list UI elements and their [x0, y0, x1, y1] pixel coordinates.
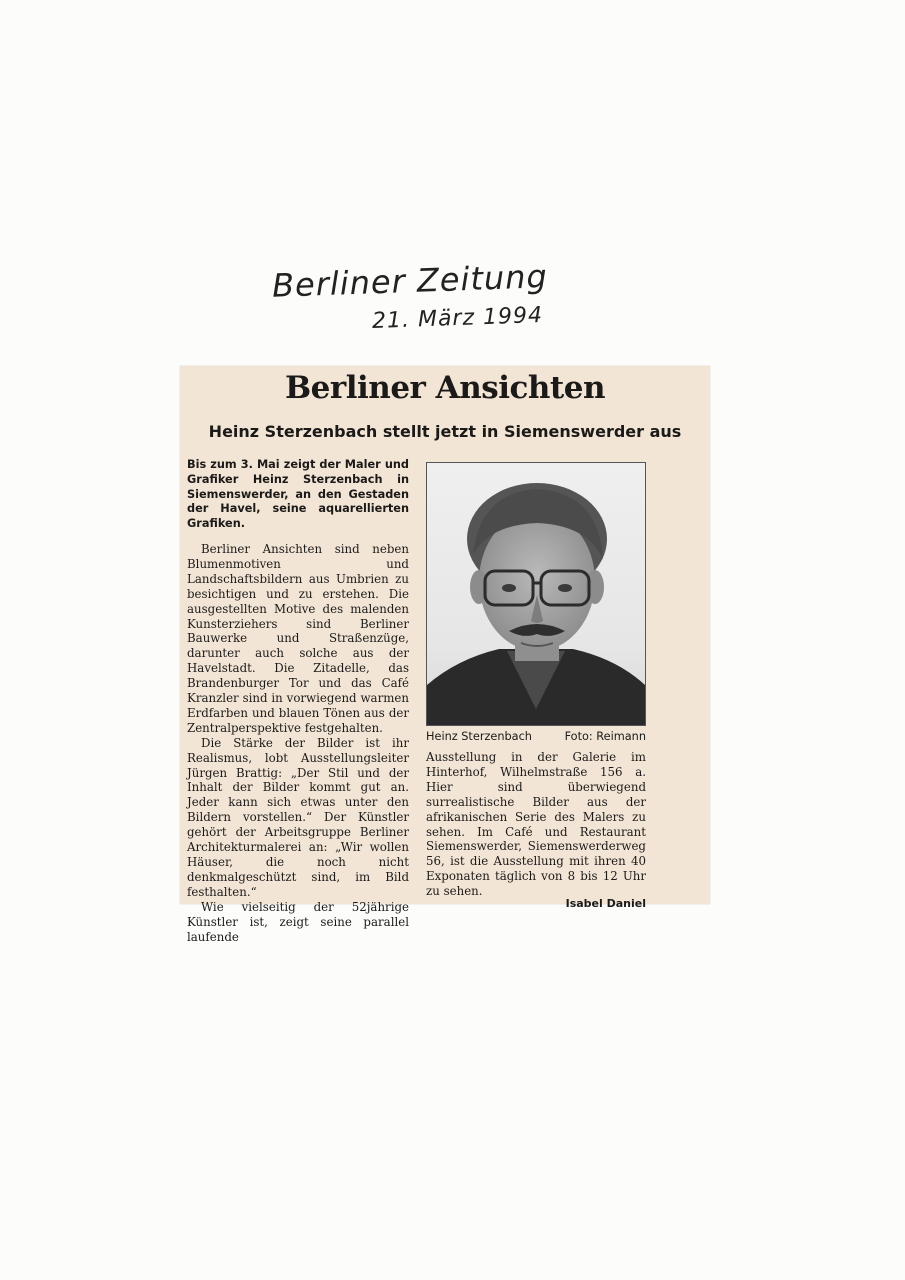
- portrait-photo-icon: [427, 463, 645, 725]
- article-left-column: [187, 458, 409, 944]
- article-paragraph: Die Stärke der Bilder ist ihr Realismus, lobt Ausstellungsleiter Jürgen Brattig: „Der Stil und der Inhalt der Bilder kommt gut an. Jeder kann sich etwas unter den Bildern vorstellen.“ Der Künstler gehört der Arbeitsgruppe Berliner Architekturmalerei an: „Wir wollen Häuser, die noch nicht denkmalgeschützt sind, im Bild festhalten.“: [187, 735, 409, 899]
- article-subheadline: Heinz Sterzenbach stellt jetzt in Siemenswerder aus: [208, 422, 682, 441]
- handwritten-date: 21. März 1994: [371, 303, 544, 334]
- article-paragraph: Wie vielseitig der 52jährige Künstler ist, zeigt seine parallel laufende: [187, 899, 409, 944]
- photo-caption-credit: Foto: Reimann: [564, 730, 646, 743]
- portrait-photo: [426, 462, 646, 726]
- article-paragraph: Berliner Ansichten sind neben Blumenmotiven und Landschaftsbildern aus Umbrien zu besichtigen und zu erstehen. Die ausgestellten Motive des malenden Kunsterziehers sind Berliner Bauwerke und Straßenzüge, darunter auch solche aus der Havelstadt. Die Zitadelle, das Brandenburger Tor und das Café Kranzler sind in vorwiegend warmen Erdfarben und blauen Tönen aus der Zentralperspektive festgehalten.: [187, 541, 409, 735]
- article-lead: Bis zum 3. Mai zeigt der Maler und Grafiker Heinz Sterzenbach in Siemenswerder, an den Gestaden der Havel, seine aquarellierten Grafiken.: [187, 458, 409, 531]
- article-author: Isabel Daniel: [565, 897, 646, 911]
- article-headline: Berliner Ansichten: [284, 370, 605, 406]
- article-right-column: [426, 750, 646, 910]
- photo-caption-name: Heinz Sterzenbach: [426, 730, 532, 743]
- newspaper-clipping: [180, 366, 710, 944]
- article-paragraph: Ausstellung in der Galerie im Hinterhof, Wilhelmstraße 156 a. Hier sind überwiegend surrealistische Bilder aus der afrikanischen Serie des Malers zu sehen. Im Café und Restaurant Siemenswerder, Siemenswerderweg 56, ist die Ausstellung mit ihren 40 Exponaten täglich von 8 bis 12 Uhr zu sehen.: [426, 750, 646, 899]
- photo-caption: [426, 730, 646, 743]
- handwritten-paper-name: Berliner Zeitung: [271, 257, 549, 305]
